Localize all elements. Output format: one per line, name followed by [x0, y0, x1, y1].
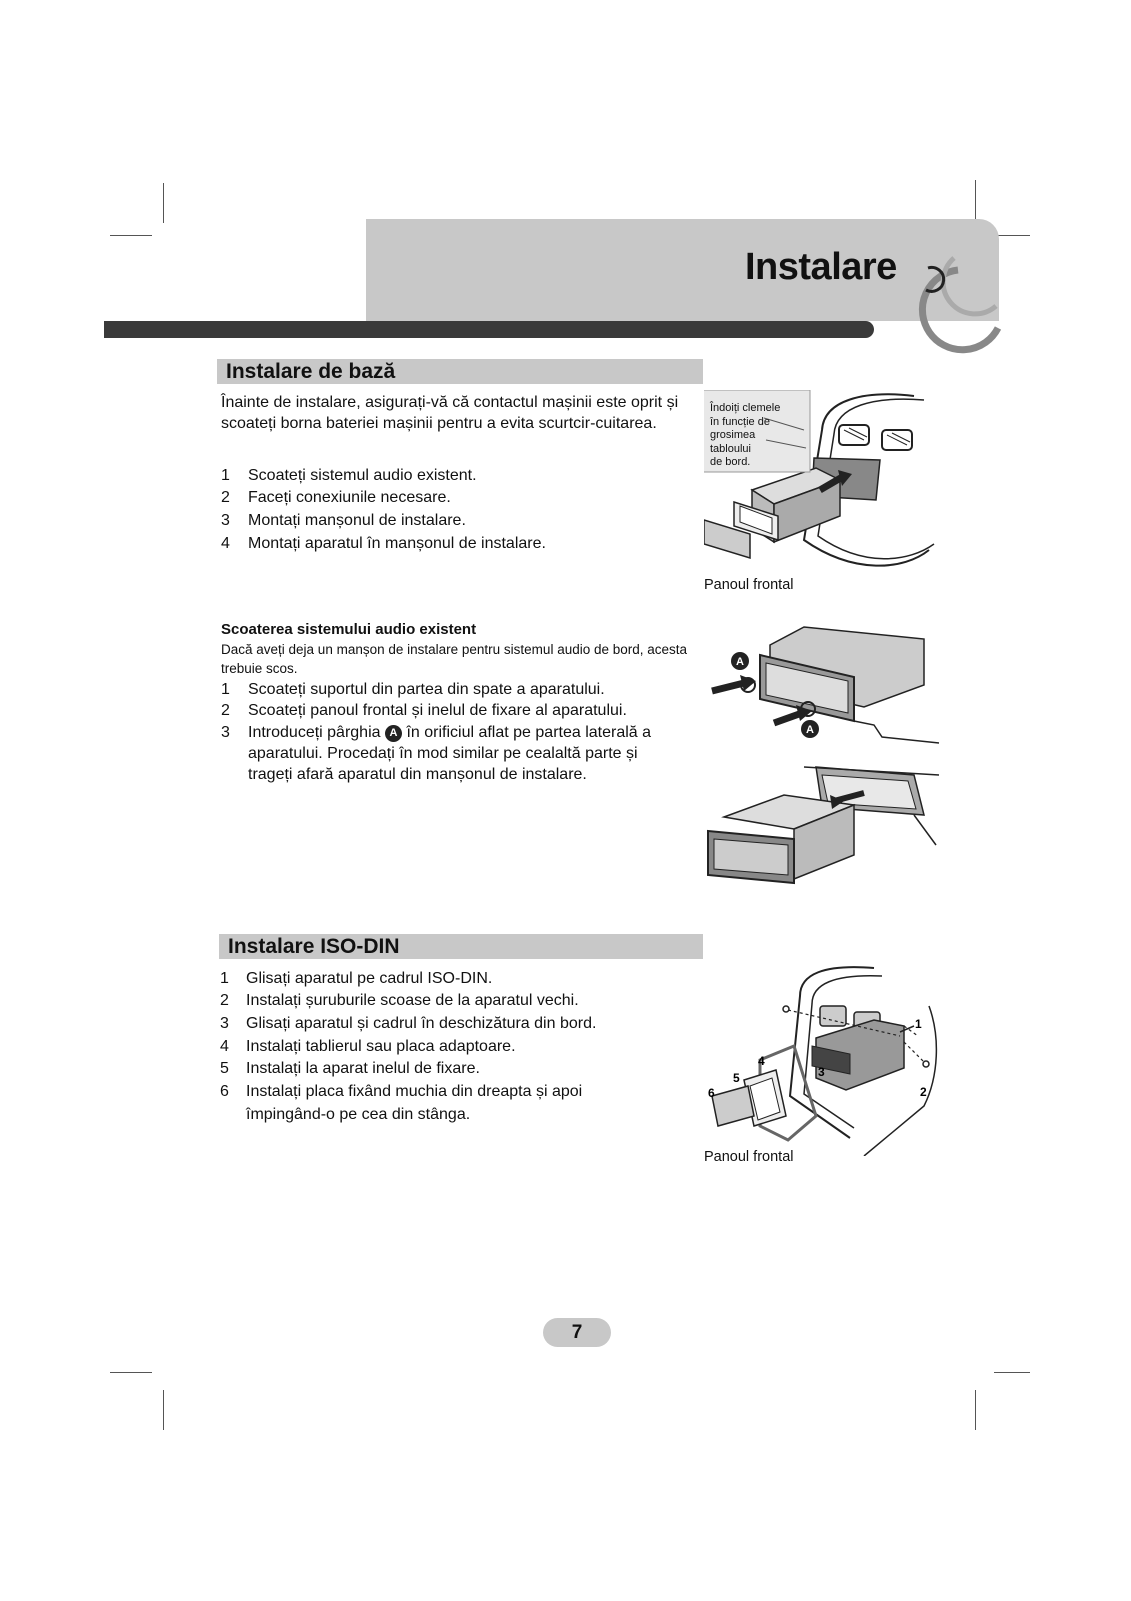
figure-label-a: A	[806, 724, 814, 736]
list-item: 2 Scoateți panoul frontal și inelul de fixare al aparatului.	[221, 702, 627, 719]
list-item: 4 Montați aparatul în manșonul de instalare.	[221, 535, 546, 552]
list-item: 3 Introduceți pârghia A în orificiul aflat pe partea laterală a	[221, 724, 652, 741]
header-rule	[104, 321, 874, 338]
list-item: 1 Glisați aparatul pe cadrul ISO-DIN.	[220, 970, 493, 987]
list-item: 2 Faceți conexiunile necesare.	[221, 489, 451, 506]
figure-label-a: A	[736, 656, 744, 668]
list-item-cont: împingând-o pe cea din stânga.	[246, 1106, 471, 1123]
page-title: Instalare	[745, 246, 897, 288]
section-title: Instalare de bază	[226, 360, 396, 383]
callout-bend-clips: Îndoiți clemele în funcție de grosimea tabloului de bord.	[710, 402, 781, 469]
figure-number: 4	[758, 1054, 765, 1068]
figure-removal	[704, 625, 944, 895]
section-header-basic	[217, 359, 703, 384]
list-item-cont: aparatului. Procedați în mod similar pe cealaltă parte și	[248, 745, 638, 762]
crop-mark	[110, 235, 152, 236]
list-item-cont: trageți afară aparatul din manșonul de instalare.	[248, 766, 587, 783]
section-title: Instalare ISO-DIN	[228, 935, 400, 958]
figure-caption: Panoul frontal	[704, 1149, 794, 1165]
marker-a-icon: A	[385, 725, 402, 742]
crop-mark	[110, 1372, 152, 1373]
crop-mark	[994, 235, 1030, 236]
page-number: 7	[543, 1318, 611, 1347]
figure-caption: Panoul frontal	[704, 577, 794, 593]
section-intro: Înainte de instalare, asigurați-vă că contactul mașinii este oprit și scoateți borna bateriei mașinii pentru a evita scurtcir-cuitarea.	[221, 394, 679, 432]
crop-mark	[163, 1390, 164, 1430]
section-header-isodin	[219, 934, 703, 959]
list-item: 3 Montați manșonul de instalare.	[221, 512, 466, 529]
list-item: 4 Instalați tablierul sau placa adaptoare.	[220, 1038, 516, 1055]
list-item: 1 Scoateți sistemul audio existent.	[221, 467, 477, 484]
subsection-intro: Dacă aveți deja un manșon de instalare pentru sistemul audio de bord, acesta trebuie scos.	[221, 642, 688, 676]
subsection-title: Scoaterea sistemului audio existent	[221, 621, 477, 638]
figure-number: 5	[733, 1071, 740, 1085]
list-item: 3 Glisați aparatul și cadrul în deschizătura din bord.	[220, 1015, 597, 1032]
crop-mark	[975, 1390, 976, 1430]
list-item: 1 Scoateți suportul din partea din spate a aparatului.	[221, 681, 605, 698]
crop-mark	[163, 183, 164, 223]
figure-number: 2	[920, 1085, 927, 1099]
header-swirl-icon	[898, 248, 1008, 360]
crop-mark	[975, 180, 976, 220]
figure-number: 3	[818, 1065, 825, 1079]
figure-isodin-install	[704, 966, 944, 1156]
list-item: 5 Instalați la aparat inelul de fixare.	[220, 1060, 480, 1077]
list-item: 2 Instalați șuruburile scoase de la aparatul vechi.	[220, 992, 579, 1009]
crop-mark	[994, 1372, 1030, 1373]
figure-number: 1	[915, 1017, 922, 1031]
figure-number: 6	[708, 1086, 715, 1100]
list-item: 6 Instalați placa fixând muchia din dreapta și apoi	[220, 1083, 583, 1100]
